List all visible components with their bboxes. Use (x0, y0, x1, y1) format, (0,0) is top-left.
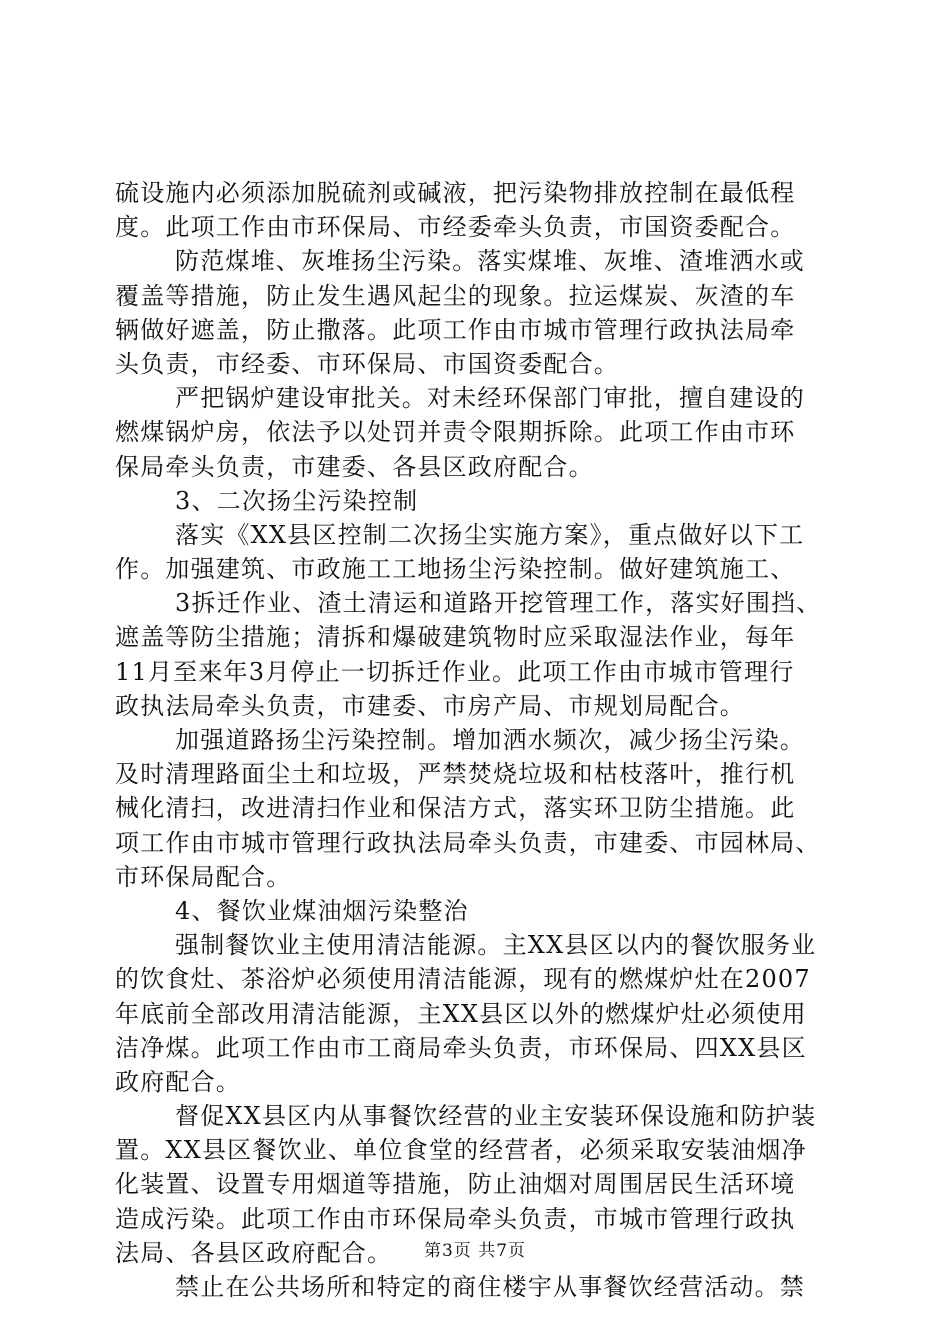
document-body (115, 176, 835, 1304)
text-line: 遮盖等防尘措施；清拆和爆破建筑物时应采取湿法作业，每年 (115, 623, 796, 652)
text-line: 市环保局配合。 (115, 862, 292, 891)
paragraph-start-line: 督促XX县区内从事餐饮经营的业主安装环保设施和防护装 (175, 1102, 817, 1131)
text-line: 政府配合。 (115, 1067, 241, 1096)
text-line: 覆盖等措施，防止发生遇风起尘的现象。拉运煤炭、灰渣的车 (115, 281, 796, 310)
text-line: 年底前全部改用清洁能源，主XX县区以外的燃煤炉灶必须使用 (115, 999, 807, 1028)
text-line: 化装置、设置专用烟道等措施，防止油烟对周围居民生活环境 (115, 1170, 796, 1199)
text-line: 项工作由市城市管理行政执法局牵头负责，市建委、市园林局、 (115, 828, 821, 857)
text-line: 作。加强建筑、市政施工工地扬尘污染控制。做好建筑施工、 (115, 555, 796, 584)
paragraph-start-line: 3拆迁作业、渣土清运和道路开挖管理工作，落实好围挡、 (175, 589, 822, 618)
paragraph-start-line: 禁止在公共场所和特定的商住楼宇从事餐饮经营活动。禁 (175, 1273, 805, 1301)
text-line: 头负责，市经委、市环保局、市国资委配合。 (115, 349, 619, 378)
paragraph-start-line: 防范煤堆、灰堆扬尘污染。落实煤堆、灰堆、渣堆洒水或 (175, 247, 805, 276)
text-line: 辆做好遮盖，防止撒落。此项工作由市城市管理行政执法局牵 (115, 315, 796, 344)
section-heading: 3、二次扬尘污染控制 (175, 486, 419, 515)
text-line: 洁净煤。此项工作由市工商局牵头负责，市环保局、四XX县区 (115, 1033, 807, 1062)
text-line: 的饮食灶、茶浴炉必须使用清洁能源，现有的燃煤炉灶在2007 (115, 965, 811, 994)
text-line: 度。此项工作由市环保局、市经委牵头负责，市国资委配合。 (115, 213, 796, 242)
text-line: 械化清扫，改进清扫作业和保洁方式，落实环卫防尘措施。此 (115, 794, 796, 823)
text-line: 置。XX县区餐饮业、单位食堂的经营者，必须采取安装油烟净 (115, 1136, 807, 1165)
paragraph-start-line: 强制餐饮业主使用清洁能源。主XX县区以内的餐饮服务业 (175, 931, 817, 960)
text-line: 11月至来年3月停止一切拆迁作业。此项工作由市城市管理行 (115, 657, 795, 686)
text-line: 政执法局牵头负责，市建委、市房产局、市规划局配合。 (115, 691, 745, 720)
section-heading: 4、餐饮业煤油烟污染整治 (175, 896, 469, 925)
text-line: 硫设施内必须添加脱硫剂或碱液，把污染物排放控制在最低程 (115, 179, 796, 207)
text-line: 保局牵头负责，市建委、各县区政府配合。 (115, 452, 594, 481)
text-line: 及时清理路面尘土和垃圾，严禁焚烧垃圾和枯枝落叶，推行机 (115, 760, 796, 789)
paragraph-start-line: 严把锅炉建设审批关。对未经环保部门审批，擅自建设的 (175, 384, 805, 413)
text-line: 燃煤锅炉房，依法予以处罚并责令限期拆除。此项工作由市环 (115, 418, 796, 447)
paragraph-start-line: 落实《XX县区控制二次扬尘实施方案》，重点做好以下工 (175, 520, 805, 549)
page-number-label: 第3页 共7页 (423, 1241, 527, 1261)
text-line: 造成污染。此项工作由市环保局牵头负责，市城市管理行政执 (115, 1204, 796, 1233)
text-line: 法局、各县区政府配合。 (115, 1238, 393, 1267)
page-footer (0, 1240, 950, 1262)
paragraph-start-line: 加强道路扬尘污染控制。增加洒水频次，减少扬尘污染。 (175, 726, 805, 754)
